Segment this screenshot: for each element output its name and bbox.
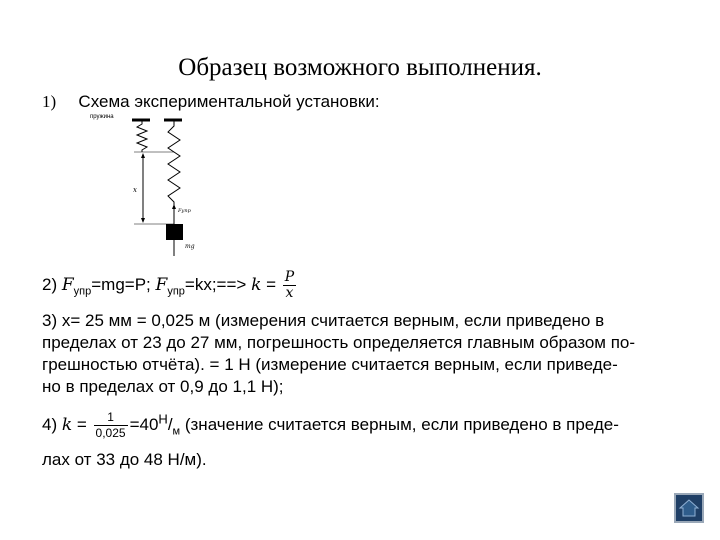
fraction-p-over-x [283,270,296,301]
force-symbol-1: F [61,274,74,295]
fraction-denominator: x [285,285,294,301]
result-value: =40 [129,414,159,434]
unit-numerator: Н [158,411,168,427]
item-3-line-1: 3) x= 25 мм = 0,025 м (измерения считается верным, если приведено в [42,311,605,330]
unit-denominator: м [172,425,181,438]
force-symbol-2: F [155,274,168,295]
fraction-1-over-0025 [94,410,128,441]
equals-sign: = [261,274,281,294]
force-subscript-2: упр [167,285,185,298]
left-spring [137,121,147,152]
spring-label: пружина [90,114,114,120]
item-2-number: 2) [42,274,58,294]
right-spring [168,121,180,206]
k-symbol-2: k [61,414,73,435]
elastic-force-arrow-head [172,204,176,209]
item-4-rest: (значение считается верным, если приведено в преде- [184,414,619,434]
home-nav-button[interactable] [674,493,704,523]
gravity-force-label: mg [185,243,195,250]
item-1 [42,92,380,112]
x-label: x [133,186,137,194]
item-1-number: 1) [42,92,57,111]
experimental-setup-diagram [90,112,230,262]
item-3-line-3: грешностью отчёта). = 1 Н (измерение считается верным, если приведе- [42,355,618,374]
item-2-text-a: =mg=P; [91,274,151,294]
item-4-number: 4) [42,414,58,434]
slide-title: Образец возможного выполнения. [178,54,542,81]
k-symbol: k [251,274,262,295]
extension-arrow-head-bottom [141,218,145,223]
item-1-caption: Схема экспериментальной установки: [78,92,380,111]
fraction-numerator-2: 1 [94,410,128,426]
home-icon [676,495,702,521]
fraction-numerator: P [284,269,295,285]
item-4: 4) k = $\frac{1}{0,025}$ $=40^Н/_м$ (значение считается верным, если приведено в преде- [42,410,619,440]
mass-block [166,224,183,240]
equals-sign-2: = [72,414,92,434]
item-2 [42,270,298,301]
item-2-text-b: =kx;==> [184,274,247,294]
item-3-line-4: но в пределах от 0,9 до 1,1 Н); [42,377,284,396]
extension-arrow-head-top [141,153,145,158]
elastic-force-label: Fупр [178,208,191,214]
item-3-line-2: пределах от 23 до 27 мм, погрешность определяется главным образом по- [42,333,636,352]
fraction-denominator-2: 0,025 [95,426,126,440]
item-4-line-2: лах от 33 до 48 Н/м). [42,450,207,469]
force-subscript-1: упр [73,285,92,298]
